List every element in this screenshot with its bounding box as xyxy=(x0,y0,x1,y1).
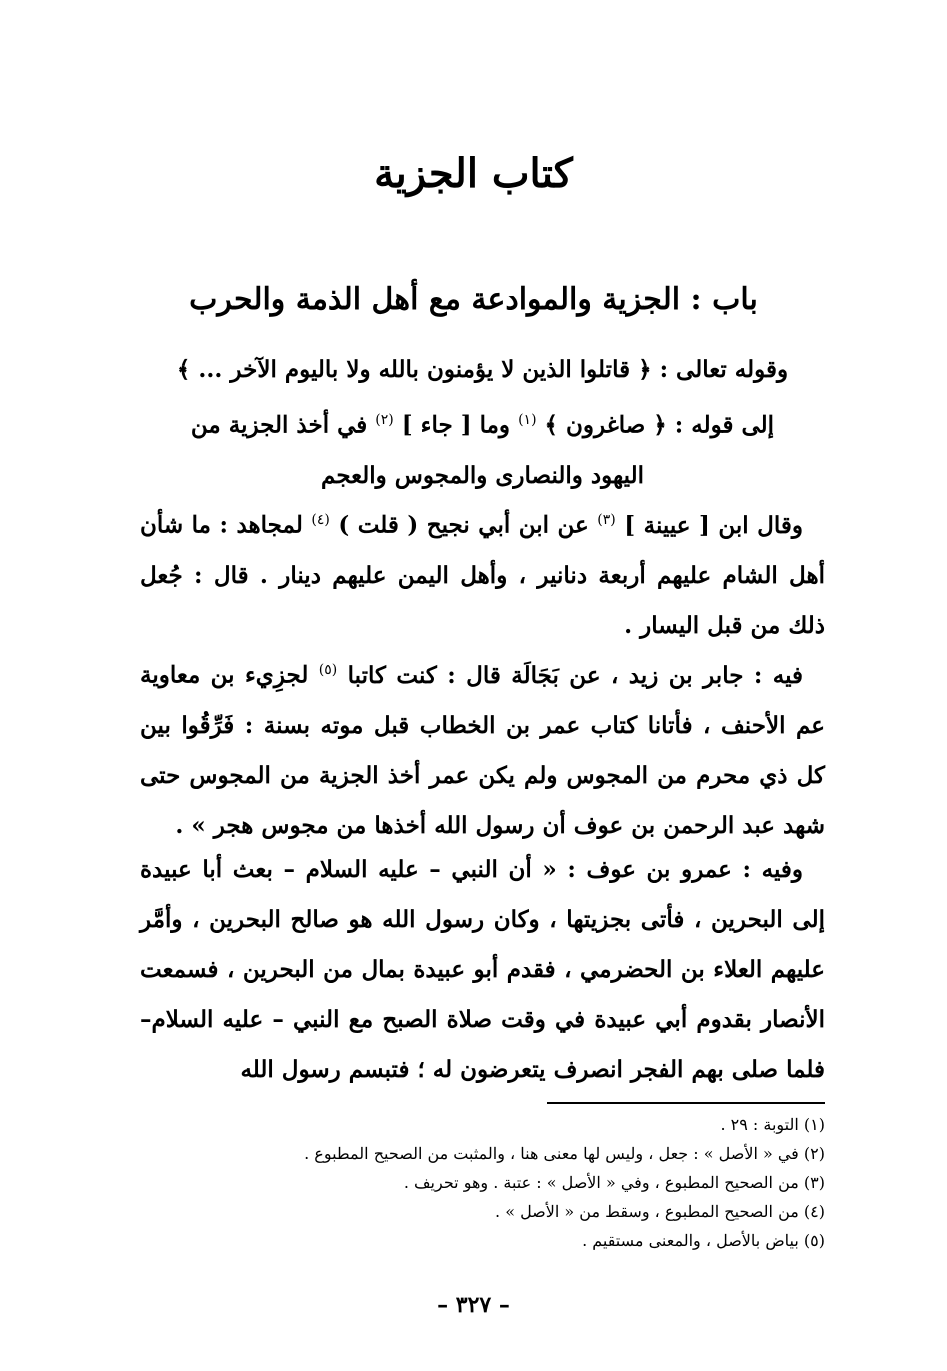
footnote-3: (٣) من الصحيح المطبوع ، وفي « الأصل » : عتبة . وهو تحريف . xyxy=(403,1173,825,1192)
verse-line-1: وقوله تعالى : ﴿ قاتلوا الذين لا يؤمنون بالله ولا باليوم الآخر ... ﴾ xyxy=(176,356,789,383)
verse-line-2 xyxy=(140,395,825,451)
paragraph-2 xyxy=(140,645,825,851)
verse-line-3: اليهود والنصارى والمجوس والعجم xyxy=(321,461,644,489)
verse-line-2-part-b: وما [ جاء ] xyxy=(401,411,519,439)
footnote-ref-5: (٥) xyxy=(318,662,338,678)
paragraph-2-part-a: فيه : جابر بن زيد ، عن بَجَالَة قال : كنت كاتبا xyxy=(347,661,803,689)
footnote-separator xyxy=(547,1102,825,1104)
paragraph-1-part-a: وقال ابن [ عيينة ] xyxy=(624,511,803,539)
footnote-2: (٢) في « الأصل » : جعل ، وليس لها معنى هنا ، والمثبت من الصحيح المطبوع . xyxy=(304,1144,825,1163)
footnote-ref-4: (٤) xyxy=(311,512,330,528)
verse-block xyxy=(140,345,825,501)
footnote-1: (١) التوبة : ٢٩ . xyxy=(720,1115,825,1134)
paragraph-3: وفيه : عمرو بن عوف : « أن النبي – عليه السلام – بعث أبا عبيدة إلى البحرين ، فأتى بجزيتها ، وكان رسول الله هو صالح البحرين ، وأمَّر عليهم العلاء بن الحضرمي ، فقدم أبو عبيدة بمال من البحرين ، فسمعت الأنصار بقدوم أبي عبيدة في وقت صلاة الصبح مع النبي – عليه السلام– فلما صلى بهم الفجر انصرف يتعرضون له ؛ فتبسم رسول الله xyxy=(140,856,825,1083)
paragraph-1-part-c: لمجاهد : ما شأن أهل الشام عليهم أربعة دنانير ، وأهل اليمن عليهم دينار . قال : جُعل ذلك من قبل اليسار . xyxy=(140,511,825,639)
verse-line-2-part-c: في أخذ الجزية من xyxy=(190,411,376,439)
footnote-ref-1: (١) xyxy=(518,412,537,428)
paragraph-2-part-b: لجزِيء بن معاوية عم الأحنف ، فأتانا كتاب عمر بن الخطاب قبل موته بسنة : فَرِّقُوا بين كل ذي محرم من المجوس ولم يكن عمر أخذ الجزية من المجوس حتى شهد عبد الرحمن بن عوف أن رسول الله أخذها من مجوس هجر » . xyxy=(140,661,825,839)
footnote-ref-3: (٣) xyxy=(597,512,616,528)
chapter-title: كتاب الجزية xyxy=(374,150,573,197)
paragraph-1-part-b: عن ابن أبي نجيح ( قلت ) xyxy=(338,511,598,539)
page-number: – ٣٢٧ – xyxy=(437,1292,510,1318)
footnote-4: (٤) من الصحيح المطبوع ، وسقط من « الأصل » . xyxy=(495,1202,825,1221)
section-heading: باب : الجزية والموادعة مع أهل الذمة والحرب xyxy=(189,282,758,317)
footnote-5: (٥) بياض بالأصل ، والمعنى مستقيم . xyxy=(582,1231,825,1250)
footnote-ref-2: (٢) xyxy=(375,412,394,428)
footnotes xyxy=(140,1110,825,1255)
paragraph-1 xyxy=(140,495,825,651)
verse-line-2-part-a: إلى قوله : ﴿ صاغرون ﴾ xyxy=(544,411,775,439)
